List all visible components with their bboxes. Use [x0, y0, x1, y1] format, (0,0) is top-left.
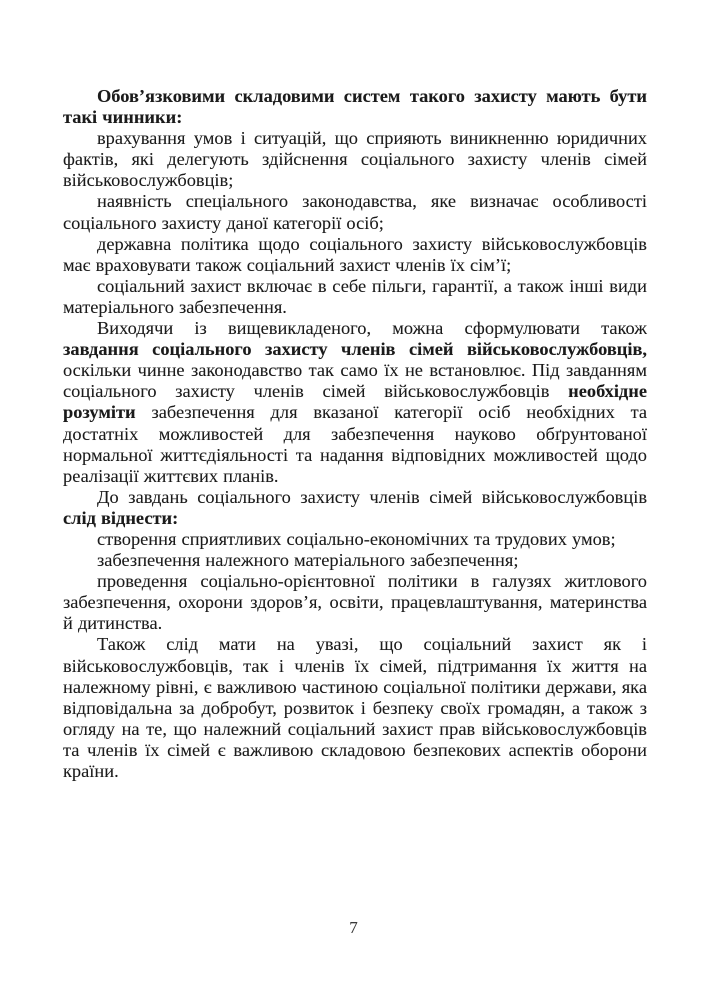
paragraph — [63, 234, 647, 276]
text-run: забезпечення для вказаної категорії осіб необхідних та достатніх можливостей для забезпечення науково обґрунтованої нормальної життєдіяльності та надання відповідних можливостей щодо реалізації життєвих планів. — [63, 402, 647, 486]
text-run: створення сприятливих соціально-економічних та трудових умов; — [97, 528, 616, 549]
text-run: врахування умов і ситуацій, що сприяють виникненню юридичних фактів, які делегують здійснення соціального захисту членів сімей військовослужбовців; — [63, 128, 647, 191]
page-number: 7 — [349, 918, 358, 937]
text-run-bold: необхідне розуміти — [63, 381, 647, 423]
text-run: державна політика щодо соціального захисту військовослужбовців має враховувати також соціальний захист членів їх сім’ї; — [63, 233, 647, 275]
paragraph — [63, 487, 647, 529]
paragraph — [63, 86, 647, 128]
paragraph — [63, 276, 647, 318]
paragraph — [63, 128, 647, 191]
text-run: оскільки чинне законодавство так само їх не встановлює. Під завданням соціального захисту членів сімей військовослужбовців — [63, 360, 647, 402]
text-run-bold: Обов’язковими складовими систем такого захисту мають бути такі чинники: — [63, 86, 647, 128]
text-run: Також слід мати на увазі, що соціальний захист як і військовослужбовців, так і членів їх сімей, підтримання їх життя на належному рівні, є важливою частиною соціальної політики держави, яка відповідальна за добробут, розвиток і безпеку своїх громадян, а також з огляду на те, що належний соціальний захист прав військовослужбовців та членів їх сімей є важливою складовою безпекових аспектів оборони країни. — [63, 634, 647, 781]
paragraph — [63, 550, 647, 571]
text-run-bold: слід віднести: — [63, 507, 179, 528]
page-text — [63, 86, 647, 782]
paragraph — [63, 529, 647, 550]
text-run: проведення соціально-орієнтовної політики в галузях житлового забезпечення, охорони здоров’я, освіти, працевлаштування, материнства й дитинства. — [63, 571, 647, 634]
text-run-bold: завдання соціального захисту членів сімей військовослужбовців, — [63, 339, 647, 360]
paragraph — [63, 634, 647, 782]
text-run: забезпечення належного матеріального забезпечення; — [97, 550, 519, 571]
paragraph — [63, 571, 647, 634]
text-run: До завдань соціального захисту членів сімей військовослужбовців — [97, 486, 647, 507]
text-run: Виходячи із вищевикладеного, можна сформулювати також — [97, 318, 647, 339]
paragraph — [63, 318, 647, 487]
text-run: наявність спеціального законодавства, яке визначає особливості соціального захисту даної категорії осіб; — [63, 191, 647, 233]
paragraph — [63, 191, 647, 233]
text-run: соціальний захист включає в себе пільги, гарантії, а також інші види матеріального забезпечення. — [63, 275, 647, 317]
